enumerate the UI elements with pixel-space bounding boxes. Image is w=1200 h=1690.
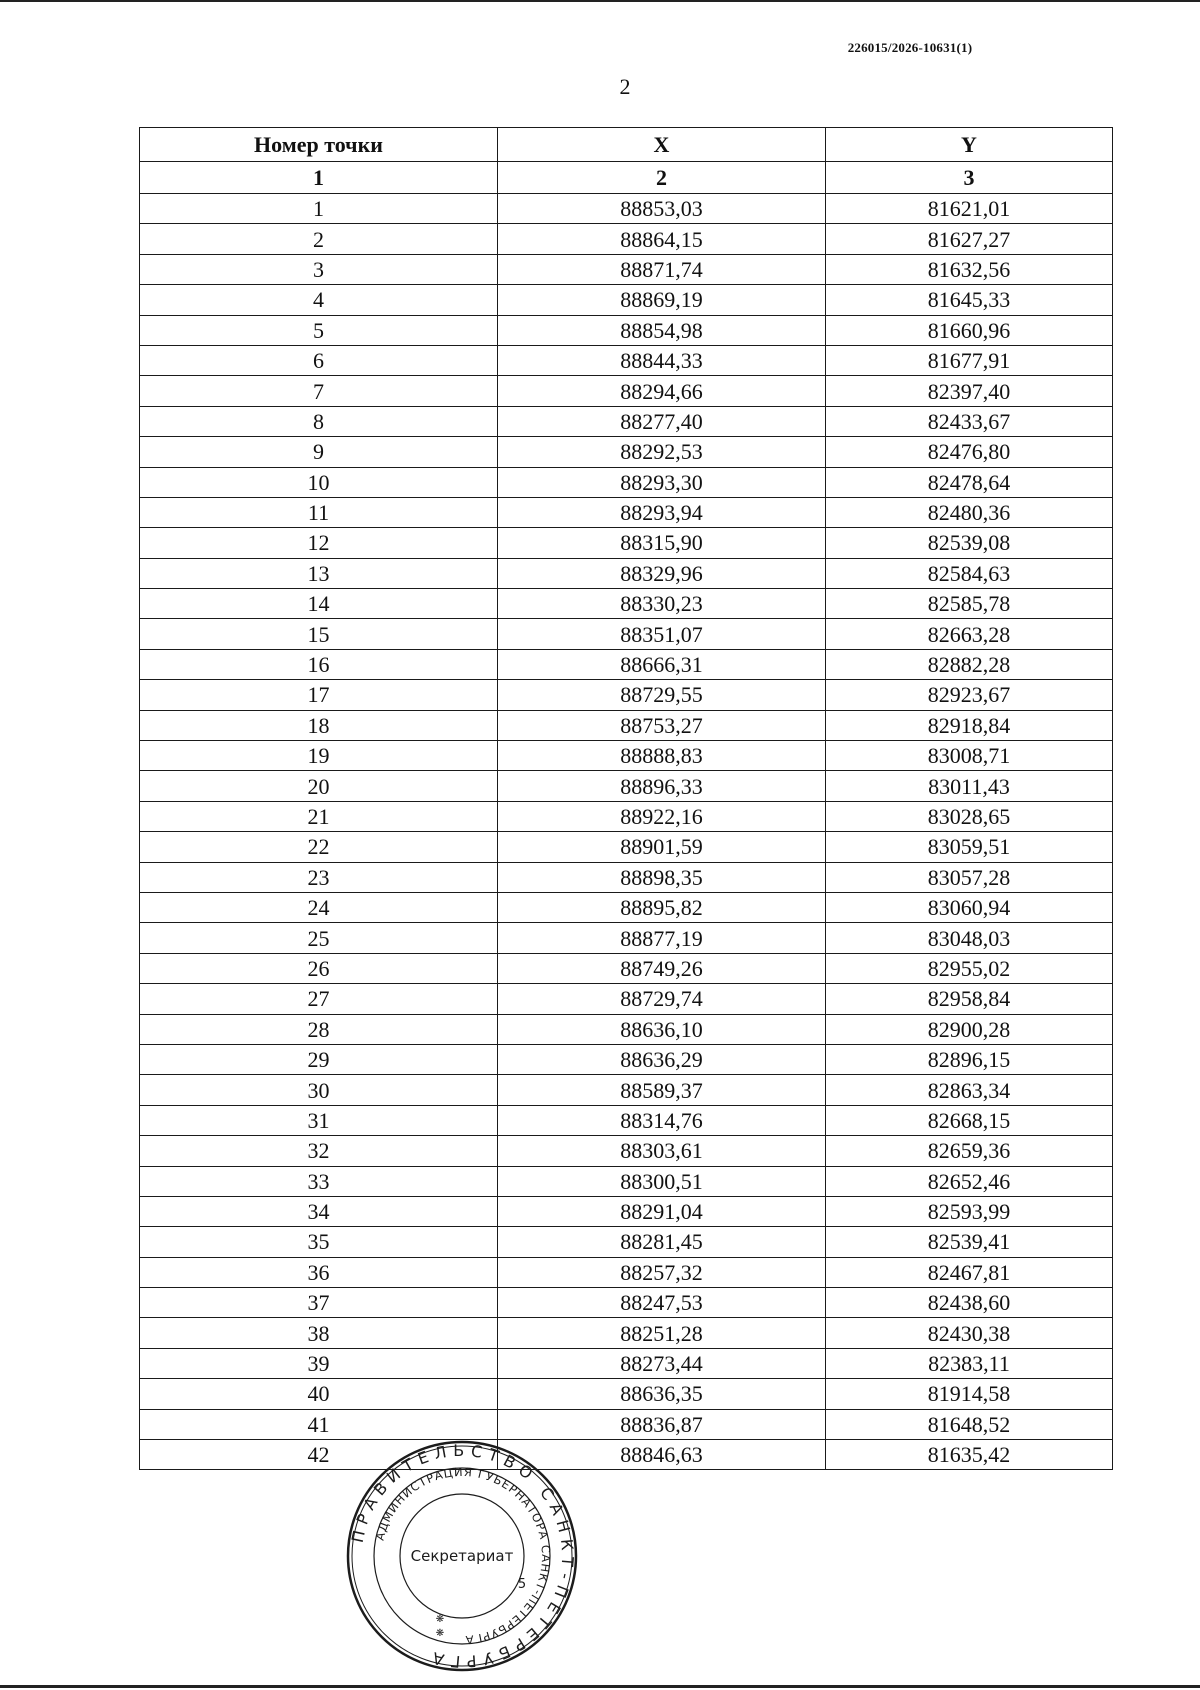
point-number-cell: 16 [140,649,498,679]
y-coordinate-cell: 82476,80 [826,437,1113,467]
header-y: Y [826,128,1113,162]
table-row [140,528,1113,558]
table-row [140,467,1113,497]
table-row [140,1409,1113,1439]
point-number-cell: 3 [140,254,498,284]
y-coordinate-cell: 82539,08 [826,528,1113,558]
y-coordinate-cell: 83060,94 [826,892,1113,922]
point-number-cell: 22 [140,832,498,862]
x-coordinate-cell: 88293,30 [498,467,826,497]
x-coordinate-cell: 88896,33 [498,771,826,801]
point-number-cell: 12 [140,528,498,558]
x-coordinate-cell: 88291,04 [498,1196,826,1226]
point-number-cell: 19 [140,741,498,771]
point-number-cell: 36 [140,1257,498,1287]
table-row [140,649,1113,679]
x-coordinate-cell: 88846,63 [498,1440,826,1470]
point-number-cell: 34 [140,1196,498,1226]
point-number-cell: 5 [140,315,498,345]
y-coordinate-cell: 82659,36 [826,1136,1113,1166]
table-row [140,1044,1113,1074]
x-coordinate-cell: 88844,33 [498,345,826,375]
table-row [140,376,1113,406]
y-coordinate-cell: 82584,63 [826,558,1113,588]
x-coordinate-cell: 88636,29 [498,1044,826,1074]
point-number-cell: 26 [140,953,498,983]
table-row [140,285,1113,315]
y-coordinate-cell: 82397,40 [826,376,1113,406]
y-coordinate-cell: 82955,02 [826,953,1113,983]
y-coordinate-cell: 82585,78 [826,589,1113,619]
y-coordinate-cell: 83011,43 [826,771,1113,801]
column-number: 1 [140,162,498,194]
table-row [140,437,1113,467]
column-number-row [140,162,1113,194]
y-coordinate-cell: 82539,41 [826,1227,1113,1257]
y-coordinate-cell: 83028,65 [826,801,1113,831]
official-seal [344,1438,580,1674]
point-number-cell: 21 [140,801,498,831]
table-row [140,1318,1113,1348]
x-coordinate-cell: 88854,98 [498,315,826,345]
y-coordinate-cell: 82438,60 [826,1288,1113,1318]
header-x: X [498,128,826,162]
table-row [140,953,1113,983]
point-number-cell: 37 [140,1288,498,1318]
x-coordinate-cell: 88329,96 [498,558,826,588]
svg-text:АДМИНИСТРАЦИЯ ГУБЕРНАТОРА САНК: АДМИНИСТРАЦИЯ ГУБЕРНАТОРА САНКТ-ПЕТЕРБУРГА [372,1464,554,1648]
x-coordinate-cell: 88749,26 [498,953,826,983]
y-coordinate-cell: 82480,36 [826,497,1113,527]
table-row [140,923,1113,953]
y-coordinate-cell: 81621,01 [826,194,1113,224]
point-number-cell: 13 [140,558,498,588]
y-coordinate-cell: 81627,27 [826,224,1113,254]
y-coordinate-cell: 83048,03 [826,923,1113,953]
table-row [140,771,1113,801]
y-coordinate-cell: 81635,42 [826,1440,1113,1470]
point-number-cell: 30 [140,1075,498,1105]
table-row [140,741,1113,771]
x-coordinate-cell: 88303,61 [498,1136,826,1166]
svg-text:❋: ❋ [435,1614,445,1625]
point-number-cell: 25 [140,923,498,953]
y-coordinate-cell: 82668,15 [826,1105,1113,1135]
x-coordinate-cell: 88729,74 [498,984,826,1014]
table-row [140,1136,1113,1166]
table-row [140,1227,1113,1257]
y-coordinate-cell: 82433,67 [826,406,1113,436]
point-number-cell: 4 [140,285,498,315]
y-coordinate-cell: 81648,52 [826,1409,1113,1439]
point-number-cell: 1 [140,194,498,224]
x-coordinate-cell: 88836,87 [498,1409,826,1439]
svg-text:❋: ❋ [435,1628,445,1639]
point-number-cell: 9 [140,437,498,467]
point-number-cell: 32 [140,1136,498,1166]
x-coordinate-cell: 88293,94 [498,497,826,527]
table-row [140,1257,1113,1287]
table-row [140,315,1113,345]
x-coordinate-cell: 88898,35 [498,862,826,892]
point-number-cell: 24 [140,892,498,922]
table-row [140,1105,1113,1135]
y-coordinate-cell: 81914,58 [826,1379,1113,1409]
y-coordinate-cell: 82430,38 [826,1318,1113,1348]
x-coordinate-cell: 88257,32 [498,1257,826,1287]
y-coordinate-cell: 81677,91 [826,345,1113,375]
point-number-cell: 38 [140,1318,498,1348]
table-row [140,862,1113,892]
point-number-cell: 28 [140,1014,498,1044]
x-coordinate-cell: 88864,15 [498,224,826,254]
x-coordinate-cell: 88281,45 [498,1227,826,1257]
y-coordinate-cell: 82478,64 [826,467,1113,497]
point-number-cell: 8 [140,406,498,436]
column-number: 2 [498,162,826,194]
top-rule [0,0,1200,2]
y-coordinate-cell: 82923,67 [826,680,1113,710]
table-row [140,1288,1113,1318]
point-number-cell: 29 [140,1044,498,1074]
y-coordinate-cell: 82383,11 [826,1348,1113,1378]
x-coordinate-cell: 88636,10 [498,1014,826,1044]
table-row [140,589,1113,619]
x-coordinate-cell: 88314,76 [498,1105,826,1135]
point-number-cell: 2 [140,224,498,254]
x-coordinate-cell: 88294,66 [498,376,826,406]
x-coordinate-cell: 88753,27 [498,710,826,740]
page-number: 2 [619,74,631,99]
y-coordinate-cell: 82652,46 [826,1166,1113,1196]
point-number-cell: 27 [140,984,498,1014]
table-row [140,710,1113,740]
x-coordinate-cell: 88330,23 [498,589,826,619]
column-number: 3 [826,162,1113,194]
point-number-cell: 15 [140,619,498,649]
svg-text:5: 5 [517,1577,527,1592]
y-coordinate-cell: 81645,33 [826,285,1113,315]
point-number-cell: 39 [140,1348,498,1378]
x-coordinate-cell: 88922,16 [498,801,826,831]
x-coordinate-cell: 88247,53 [498,1288,826,1318]
point-number-cell: 7 [140,376,498,406]
header-row [140,128,1113,162]
y-coordinate-cell: 82593,99 [826,1196,1113,1226]
table-row [140,1440,1113,1470]
x-coordinate-cell: 88901,59 [498,832,826,862]
table-row [140,345,1113,375]
point-number-cell: 41 [140,1409,498,1439]
table-row [140,1075,1113,1105]
x-coordinate-cell: 88277,40 [498,406,826,436]
y-coordinate-cell: 82467,81 [826,1257,1113,1287]
x-coordinate-cell: 88273,44 [498,1348,826,1378]
x-coordinate-cell: 88315,90 [498,528,826,558]
point-number-cell: 40 [140,1379,498,1409]
svg-text:ПРАВИТЕЛЬСТВО САНКТ-ПЕТЕРБУРГА: ПРАВИТЕЛЬСТВО САНКТ-ПЕТЕРБУРГА [347,1440,578,1672]
table-row [140,224,1113,254]
x-coordinate-cell: 88869,19 [498,285,826,315]
table-row [140,1166,1113,1196]
table-row [140,1196,1113,1226]
table-row [140,254,1113,284]
point-number-cell: 31 [140,1105,498,1135]
table-row [140,194,1113,224]
table-row [140,1379,1113,1409]
x-coordinate-cell: 88300,51 [498,1166,826,1196]
point-number-cell: 10 [140,467,498,497]
table-row [140,1014,1113,1044]
x-coordinate-cell: 88871,74 [498,254,826,284]
point-number-cell: 14 [140,589,498,619]
table-row [140,832,1113,862]
x-coordinate-cell: 88877,19 [498,923,826,953]
y-coordinate-cell: 82663,28 [826,619,1113,649]
x-coordinate-cell: 88351,07 [498,619,826,649]
x-coordinate-cell: 88729,55 [498,680,826,710]
table-row [140,558,1113,588]
point-number-cell: 17 [140,680,498,710]
x-coordinate-cell: 88853,03 [498,194,826,224]
table-row [140,1348,1113,1378]
table-row [140,680,1113,710]
document-number: 226015/2026-10631(1) [847,40,973,55]
x-coordinate-cell: 88292,53 [498,437,826,467]
point-number-cell: 20 [140,771,498,801]
y-coordinate-cell: 82900,28 [826,1014,1113,1044]
x-coordinate-cell: 88636,35 [498,1379,826,1409]
table-row [140,406,1113,436]
point-number-cell: 42 [140,1440,498,1470]
table-row [140,619,1113,649]
table-row [140,892,1113,922]
y-coordinate-cell: 83008,71 [826,741,1113,771]
bottom-rule [0,1685,1200,1688]
x-coordinate-cell: 88895,82 [498,892,826,922]
point-number-cell: 18 [140,710,498,740]
point-number-cell: 6 [140,345,498,375]
y-coordinate-cell: 81632,56 [826,254,1113,284]
svg-text:Секретариат: Секретариат [410,1547,514,1565]
header-point-number: Номер точки [140,128,498,162]
x-coordinate-cell: 88251,28 [498,1318,826,1348]
table-body [140,162,1113,1470]
y-coordinate-cell: 82896,15 [826,1044,1113,1074]
y-coordinate-cell: 82882,28 [826,649,1113,679]
x-coordinate-cell: 88589,37 [498,1075,826,1105]
y-coordinate-cell: 81660,96 [826,315,1113,345]
point-number-cell: 33 [140,1166,498,1196]
coordinates-table [139,127,1113,1470]
table-row [140,497,1113,527]
x-coordinate-cell: 88666,31 [498,649,826,679]
point-number-cell: 23 [140,862,498,892]
table-row [140,801,1113,831]
x-coordinate-cell: 88888,83 [498,741,826,771]
y-coordinate-cell: 82958,84 [826,984,1113,1014]
y-coordinate-cell: 82863,34 [826,1075,1113,1105]
point-number-cell: 11 [140,497,498,527]
point-number-cell: 35 [140,1227,498,1257]
y-coordinate-cell: 83059,51 [826,832,1113,862]
table-row [140,984,1113,1014]
y-coordinate-cell: 82918,84 [826,710,1113,740]
y-coordinate-cell: 83057,28 [826,862,1113,892]
